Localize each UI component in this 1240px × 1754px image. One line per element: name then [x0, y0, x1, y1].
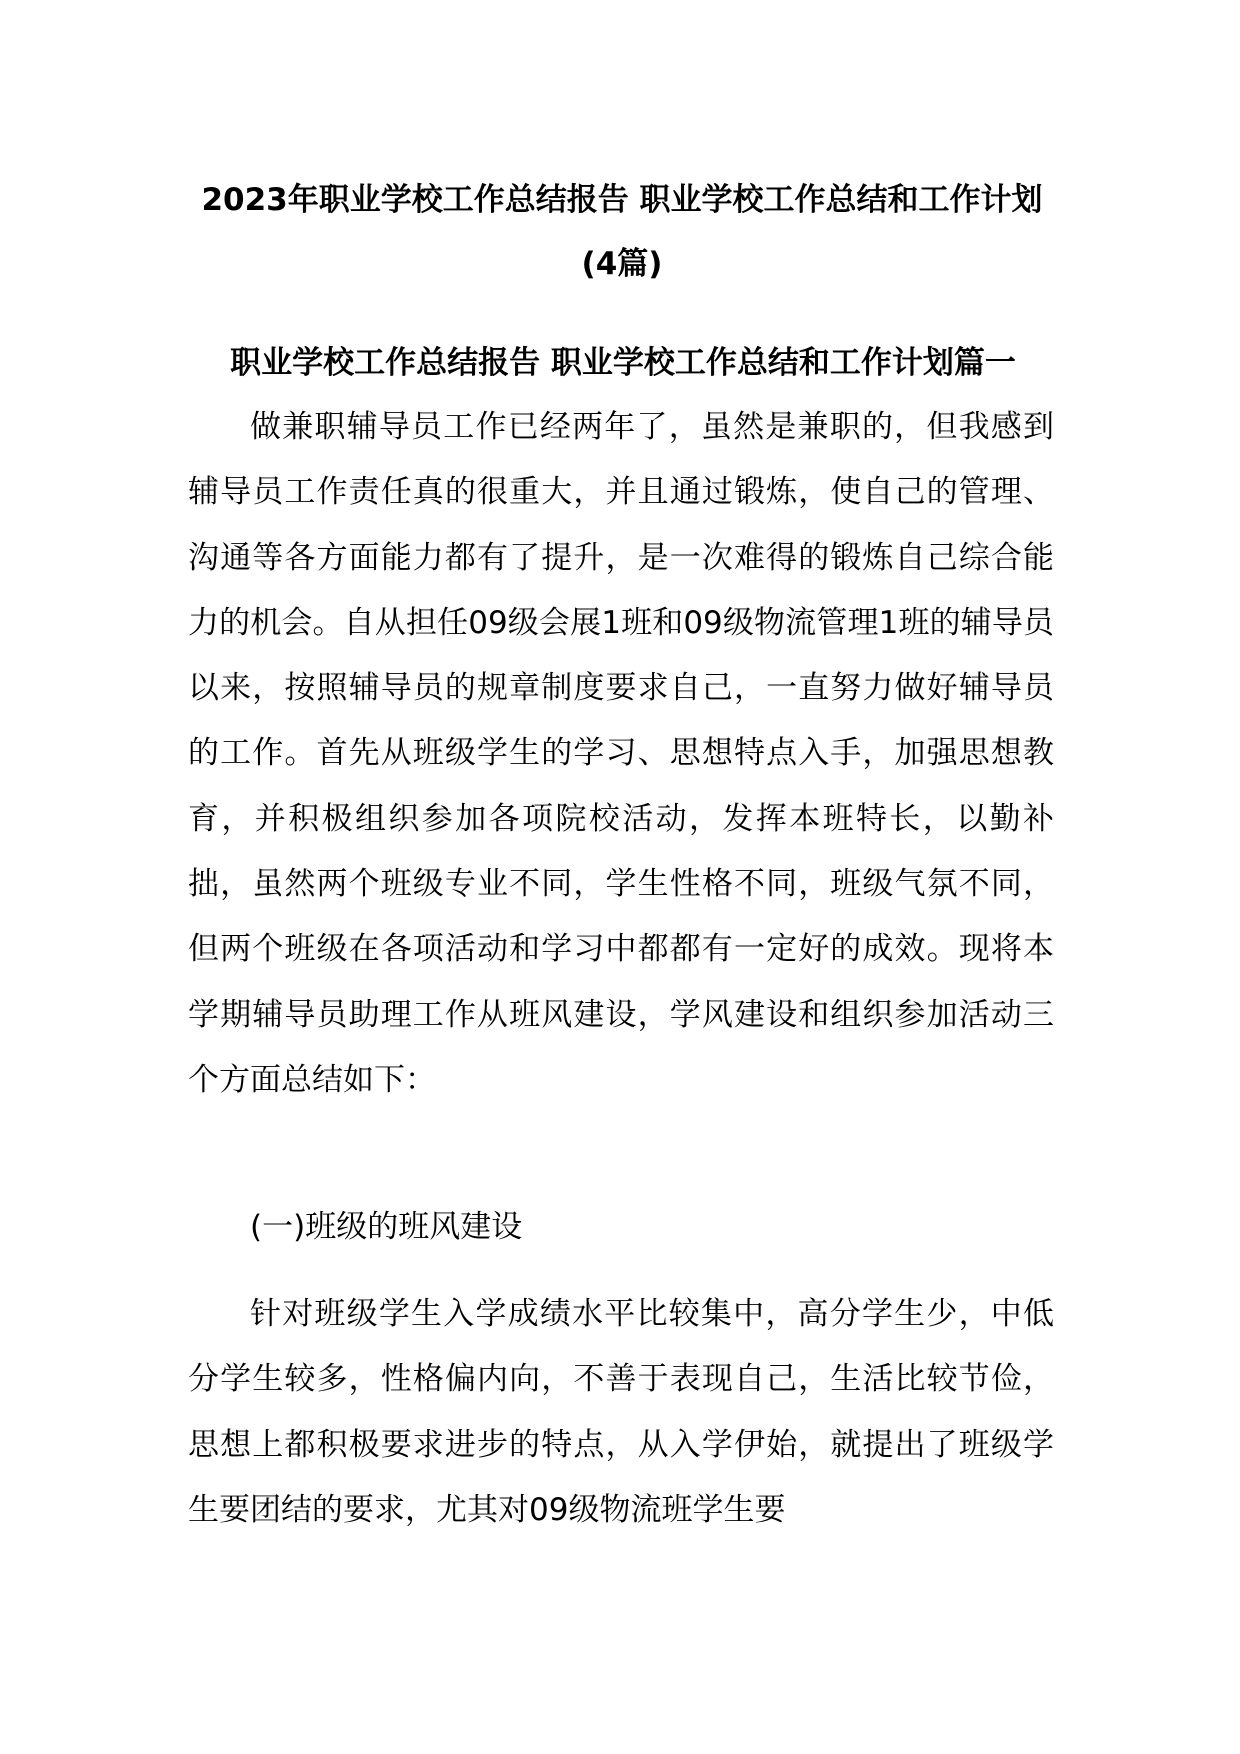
- section-heading: 职业学校工作总结报告 职业学校工作总结和工作计划篇一: [230, 345, 1016, 381]
- body-paragraph: 做兼职辅导员工作已经两年了，虽然是兼职的，但我感到辅导员工作责任真的很重大，并且通过锻炼，使自己的管理、沟通等各方面能力都有了提升，是一次难得的锻炼自己综合能力的机会。自从担任09级会展1班和09级物流管理1班的辅导员以来，按照辅导员的规章制度要求自己，一直努力做好辅导员的工作。首先从班级学生的学习、思想特点入手，加强思想教育，并积极组织参加各项院校活动，发挥本班特长，以勤补拙，虽然两个班级专业不同，学生性格不同，班级气氛不同，但两个班级在各项活动和学习中都都有一定好的成效。现将本学期辅导员助理工作从班风建设，学风建设和组织参加活动三个方面总结如下：: [188, 409, 1054, 1098]
- body-paragraph: 针对班级学生入学成绩水平比较集中，高分学生少，中低分学生较多，性格偏内向，不善于表现自己，生活比较节俭，思想上都积极要求进步的特点，从入学伊始，就提出了班级学生要团结的要求，尤其对09级物流班学生要: [188, 1296, 1054, 1528]
- document-title: 2023年职业学校工作总结报告 职业学校工作总结和工作计划(4篇): [201, 182, 1043, 282]
- subsection-heading: (一)班级的班风建设: [250, 1209, 523, 1245]
